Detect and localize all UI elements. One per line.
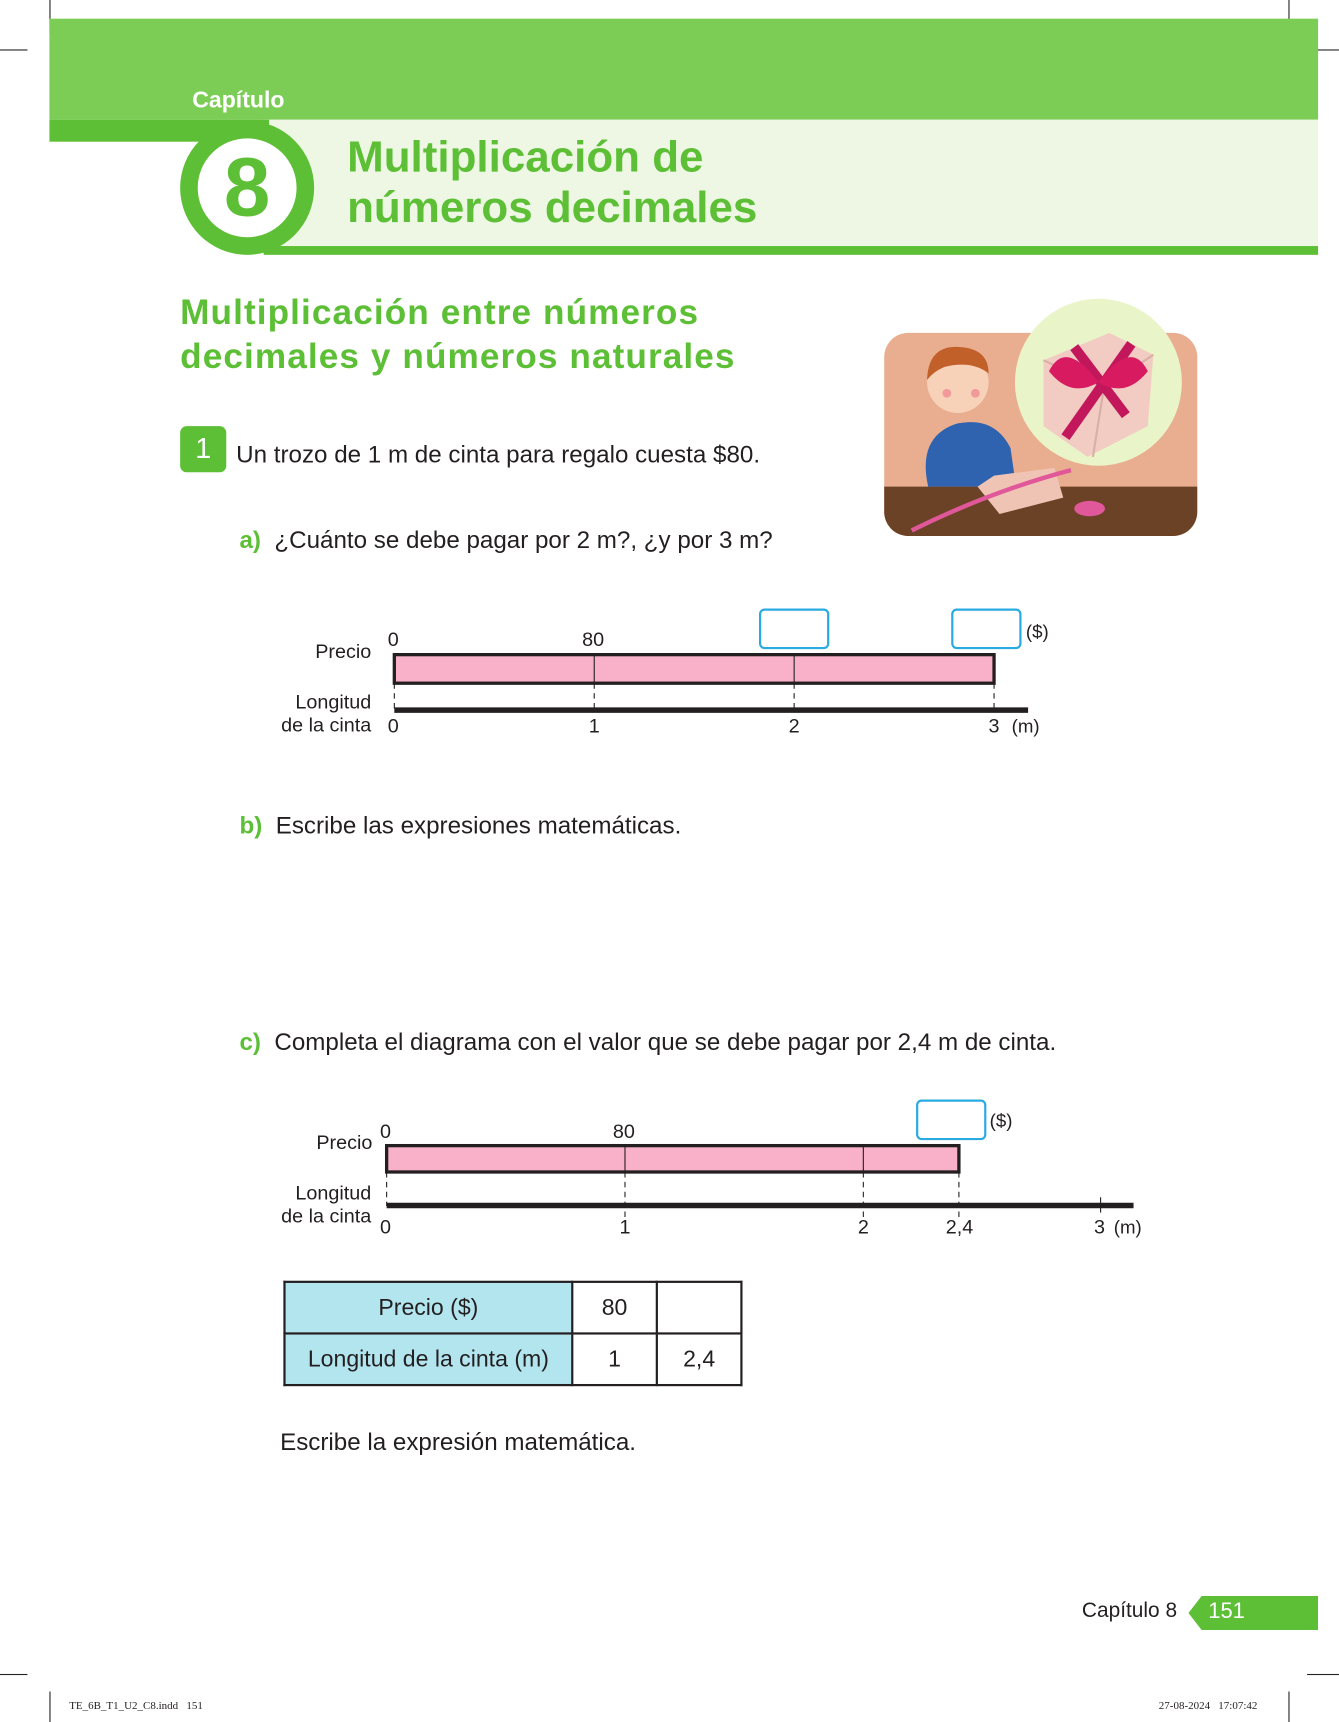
crop-mark [49, 1692, 50, 1722]
part-question: Completa el diagrama con el valor que se debe pagar por 2,4 m de cinta. [274, 1028, 1057, 1056]
price-label: Precio [316, 1131, 373, 1154]
price-bar [387, 1146, 959, 1172]
price-tick: 0 [387, 628, 399, 651]
chapter-label: Capítulo [192, 87, 285, 114]
footer-chapter: Capítulo 8 [1081, 1599, 1178, 1623]
section-title-line: Multiplicación entre números [180, 292, 700, 332]
length-tick: 0 [380, 1215, 392, 1238]
length-label-line: Longitud [295, 690, 372, 713]
table-cell: 80 [572, 1282, 657, 1334]
crop-mark [1288, 1692, 1289, 1722]
final-instruction: Escribe la expresión matemática. [280, 1427, 637, 1456]
length-tick: 3 [988, 715, 1000, 738]
table-cell-answer[interactable] [657, 1282, 742, 1334]
part-label: b) [239, 811, 263, 840]
length-unit: (m) [1011, 716, 1040, 738]
problem-statement: Un trozo de 1 m de cinta para regalo cuesta $80. [236, 440, 761, 468]
crop-mark [1307, 1674, 1339, 1675]
problem-number-badge: 1 [180, 426, 226, 472]
price-tick: 0 [380, 1120, 392, 1143]
price-unit: ($) [989, 1110, 1013, 1132]
row-header: Precio ($) [284, 1282, 572, 1334]
length-unit: (m) [1113, 1217, 1142, 1238]
file-slug: TE_6B_T1_U2_C8.indd 151 [69, 1700, 203, 1713]
part-label: a) [239, 526, 261, 554]
print-timestamp: 27-08-2024 17:07:42 [1158, 1700, 1258, 1713]
table-cell: 2,4 [657, 1333, 742, 1385]
price-label: Precio [315, 640, 372, 663]
length-tick: 2 [857, 1215, 869, 1238]
length-label-line: Longitud [295, 1181, 372, 1204]
row-header: Longitud de la cinta (m) [284, 1333, 572, 1385]
chapter-title-line: Multiplicación de [347, 132, 704, 182]
table-row [284, 1282, 741, 1334]
length-tick: 1 [619, 1215, 631, 1238]
length-tick: 2 [788, 715, 800, 738]
length-tick: 2,4 [945, 1215, 974, 1238]
chapter-title-line: números decimales [347, 183, 758, 232]
price-tick: 80 [582, 628, 605, 651]
part-label: c) [239, 1028, 261, 1056]
chapter-number: 8 [223, 140, 271, 234]
length-tick: 3 [1094, 1215, 1106, 1238]
length-label-line: de la cinta [281, 1204, 372, 1227]
crop-mark [0, 1674, 27, 1675]
length-tick: 1 [588, 715, 600, 738]
length-axis [387, 1203, 1134, 1208]
part-question: ¿Cuánto se debe pagar por 2 m?, ¿y por 3 m? [274, 526, 773, 554]
proportion-table [283, 1281, 742, 1386]
answer-box-2-4m[interactable] [916, 1099, 986, 1140]
price-tick: 80 [612, 1120, 635, 1143]
part-question: Escribe las expresiones matemáticas. [275, 811, 682, 840]
section-title-line: decimales y números naturales [180, 336, 736, 376]
length-tick: 0 [387, 715, 399, 738]
page-number: 151 [1208, 1599, 1245, 1624]
table-cell: 1 [572, 1333, 657, 1385]
price-unit: ($) [1025, 621, 1049, 643]
table-row [284, 1333, 741, 1385]
length-label-line: de la cinta [281, 713, 372, 736]
